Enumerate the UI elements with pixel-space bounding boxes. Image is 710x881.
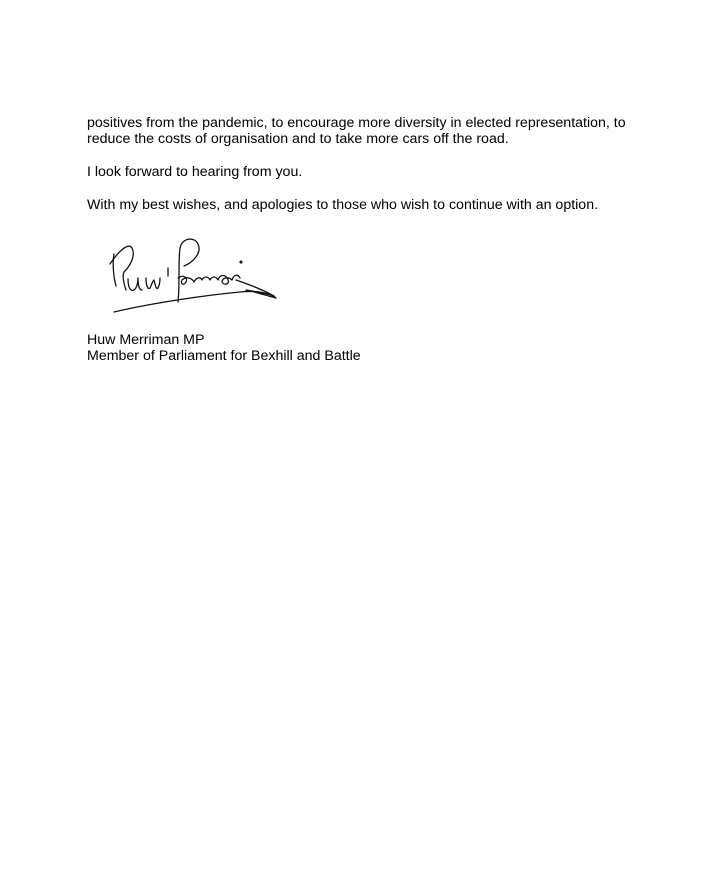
signature-block bbox=[87, 332, 361, 364]
paragraph-best-wishes: With my best wishes, and apologies to those who wish to continue with an option. bbox=[87, 197, 599, 213]
signatory-name: Huw Merriman MP bbox=[87, 332, 205, 348]
paragraph-closing-reasons: positives from the pandemic, to encourage more diversity in elected representation, to reduce the costs of organisation and to take more cars off the road. bbox=[87, 115, 626, 147]
signatory-title: Member of Parliament for Bexhill and Battle bbox=[87, 348, 361, 364]
paragraph-look-forward: I look forward to hearing from you. bbox=[87, 164, 303, 180]
handwritten-signature bbox=[108, 234, 283, 314]
